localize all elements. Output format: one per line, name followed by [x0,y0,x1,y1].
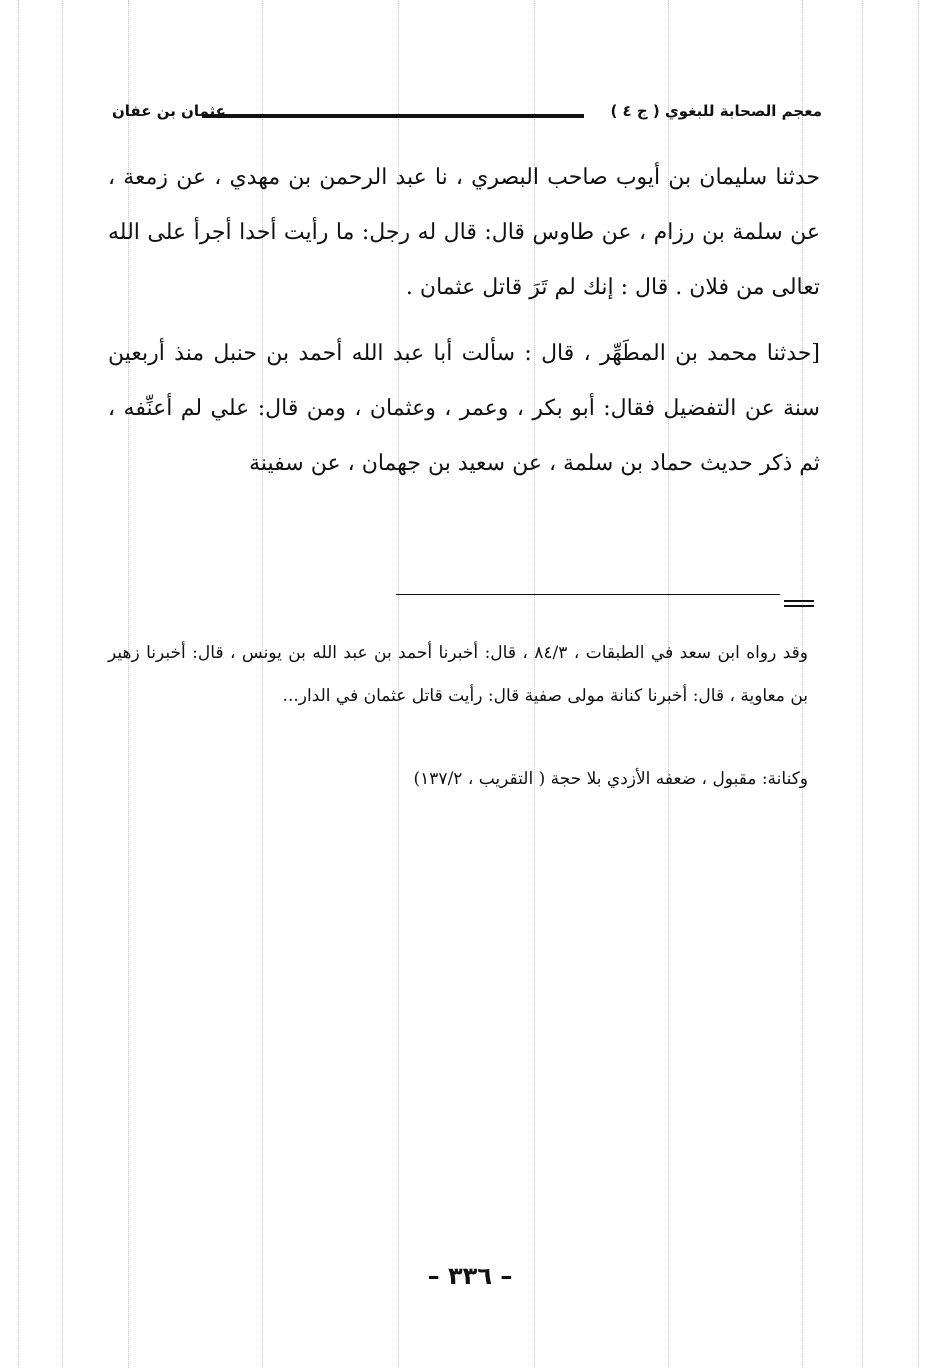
scan-gridline [862,0,863,1368]
footnote-2: وكنانة: مقبول ، ضعفه الأزدي بلا حجة ( التقريب ، ١٣٧/٢) [413,769,808,789]
scan-gridline [18,0,19,1368]
footnote-continuation-mark [784,594,814,604]
scan-gridline [62,0,63,1368]
body-paragraph-1: حدثنا سليمان بن أيوب صاحب البصري ، نا عبد الرحمن بن مهدي ، عن زمعة ، عن سلمة بن رزام ، عن طاوس قال: قال له رجل: ما رأيت أحدا أجرأ على الله تعالى من فلان . قال : إنك لم تَرَ قاتل عثمان . [108,165,820,300]
scan-gridline [918,0,919,1368]
running-header [112,100,822,130]
page-number: – ٣٣٦ – [427,1262,513,1290]
chapter-title: عثمان بن عفان [112,102,226,120]
header-rule [202,114,584,118]
book-title: معجم الصحابة للبغوي ( ج ٤ ) [610,102,822,120]
footnote-separator [396,594,780,595]
body-paragraph-2: [حدثنا محمد بن المطَهِّر ، قال : سألت أبا عبد الله أحمد بن حنبل منذ أربعين سنة عن التفضيل فقال: أبو بكر ، وعمر ، وعثمان ، ومن قال: علي لم أعنِّفه ، ثم ذكر حديث حماد بن سلمة ، عن سعيد بن جهمان ، عن سفينة [108,341,820,476]
footnote-1: وقد رواه ابن سعد في الطبقات ، ٨٤/٣ ، قال: أخبرنا أحمد بن عبد الله بن يونس ، قال: أخبرنا زهير بن معاوية ، قال: أخبرنا كنانة مولى صفية قال: رأيت قاتل عثمان في الدار... [108,643,808,706]
